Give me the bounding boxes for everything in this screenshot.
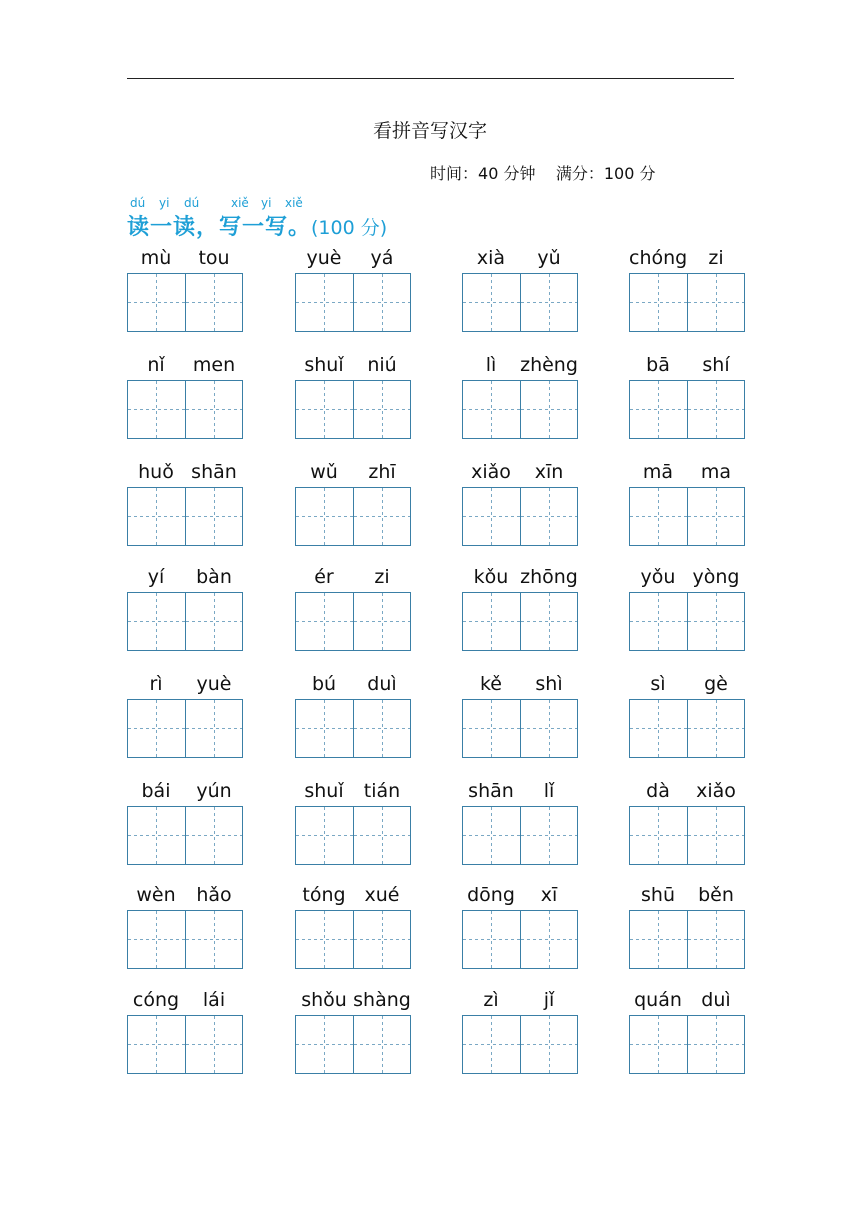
writing-boxes [629,380,745,438]
pinyin-syllable: wǔ [310,461,338,483]
tianzige-box[interactable] [127,910,186,969]
pinyin-syllable: bàn [196,566,232,588]
pinyin-item [462,780,578,864]
pinyin-syllable: huǒ [138,461,174,483]
pinyin-syllable: hǎo [196,884,232,906]
pinyin-syllable: quán [634,989,682,1011]
tianzige-box[interactable] [354,273,412,332]
tianzige-box[interactable] [629,487,688,546]
pinyin-syllable: yuè [306,247,342,269]
pinyin-syllable: shū [641,884,675,906]
writing-boxes [295,273,411,331]
tianzige-box[interactable] [629,380,688,439]
tianzige-box[interactable] [462,273,521,332]
tianzige-box[interactable] [629,1015,688,1074]
pinyin-item [462,566,578,650]
pinyin-label [462,884,578,910]
pinyin-label [462,673,578,699]
pinyin-label [295,673,411,699]
pinyin-syllable: cóng [132,989,180,1011]
pinyin-label [629,566,745,592]
tianzige-box[interactable] [127,487,186,546]
tianzige-box[interactable] [688,592,746,651]
writing-boxes [462,910,578,968]
tianzige-box[interactable] [462,910,521,969]
tianzige-box[interactable] [521,806,579,865]
tianzige-box[interactable] [354,699,412,758]
tianzige-box[interactable] [521,273,579,332]
tianzige-box[interactable] [354,910,412,969]
writing-boxes [127,910,243,968]
pinyin-syllable: xué [364,884,400,906]
pinyin-syllable: xiǎo [471,461,511,483]
pinyin-syllable: mā [642,461,674,483]
tianzige-box[interactable] [295,1015,354,1074]
pinyin-syllable: yí [147,566,165,588]
ruby-syllable: yi [159,196,170,210]
pinyin-item [629,461,745,545]
pinyin-label [462,461,578,487]
pinyin-item [295,780,411,864]
writing-boxes [295,487,411,545]
tianzige-box[interactable] [688,910,746,969]
pinyin-syllable: ér [314,566,334,588]
pinyin-label [295,780,411,806]
pinyin-label [462,566,578,592]
full-score-value: 100 分 [603,164,656,183]
pinyin-syllable: yún [196,780,232,802]
pinyin-syllable: zi [374,566,390,588]
ruby-syllable: dú [130,196,146,210]
tianzige-box[interactable] [295,380,354,439]
pinyin-label [295,354,411,380]
pinyin-item [295,247,411,331]
pinyin-syllable: shí [702,354,730,376]
tianzige-box[interactable] [521,1015,579,1074]
pinyin-label [127,673,243,699]
tianzige-box[interactable] [462,592,521,651]
pinyin-label [127,989,243,1015]
pinyin-label [127,247,243,273]
pinyin-label [295,989,411,1015]
pinyin-syllable: kě [479,673,502,695]
pinyin-item [295,461,411,545]
pinyin-label [127,461,243,487]
pinyin-syllable: lái [202,989,226,1011]
pinyin-syllable: yǒu [640,566,676,588]
pinyin-item [127,461,243,545]
tianzige-box[interactable] [462,806,521,865]
tianzige-box[interactable] [186,699,244,758]
tianzige-box[interactable] [688,699,746,758]
pinyin-syllable: men [192,354,236,376]
tianzige-box[interactable] [688,1015,746,1074]
pinyin-item [629,354,745,438]
ruby-syllable: yi [261,196,272,210]
pinyin-syllable: běn [698,884,734,906]
tianzige-box[interactable] [295,910,354,969]
writing-boxes [462,592,578,650]
tianzige-box[interactable] [688,806,746,865]
pinyin-syllable: xī [540,884,558,906]
pinyin-syllable: xiǎo [696,780,736,802]
tianzige-box[interactable] [462,699,521,758]
tianzige-box[interactable] [295,806,354,865]
pinyin-item [629,780,745,864]
pinyin-label [629,884,745,910]
pinyin-syllable: gè [704,673,728,695]
writing-boxes [462,1015,578,1073]
tianzige-box[interactable] [688,487,746,546]
tianzige-box[interactable] [521,487,579,546]
pinyin-label [295,884,411,910]
tianzige-box[interactable] [127,592,186,651]
pinyin-syllable: mù [140,247,172,269]
pinyin-item [127,884,243,968]
writing-boxes [629,487,745,545]
instruction-score: (100 分) [311,217,388,239]
pinyin-syllable: lǐ [543,780,555,802]
tianzige-box[interactable] [462,1015,521,1074]
pinyin-syllable: kǒu [473,566,509,588]
tianzige-box[interactable] [521,592,579,651]
pinyin-item [295,354,411,438]
writing-boxes [629,910,745,968]
pinyin-syllable: tián [363,780,401,802]
pinyin-syllable: yuè [196,673,232,695]
writing-boxes [462,806,578,864]
pinyin-item [629,247,745,331]
ruby-syllable: xiě [231,196,249,210]
pinyin-syllable: zhōng [520,566,578,588]
pinyin-item [295,989,411,1073]
pinyin-syllable: shàng [353,989,411,1011]
tianzige-box[interactable] [688,273,746,332]
tianzige-box[interactable] [186,1015,244,1074]
pinyin-item [462,354,578,438]
pinyin-label [629,673,745,699]
pinyin-label [295,461,411,487]
pinyin-label [629,780,745,806]
pinyin-syllable: xīn [534,461,564,483]
pinyin-syllable: shuǐ [304,780,344,802]
writing-boxes [127,592,243,650]
pinyin-label [127,884,243,910]
writing-boxes [295,592,411,650]
writing-boxes [629,1015,745,1073]
pinyin-syllable: ma [700,461,732,483]
full-score-label: 满分： [555,164,604,183]
pinyin-syllable: shǒu [301,989,347,1011]
pinyin-item [462,673,578,757]
time-value: 40 分钟 [478,164,536,183]
pinyin-syllable: zi [708,247,724,269]
pinyin-syllable: zhèng [520,354,578,376]
tianzige-box[interactable] [186,806,244,865]
tianzige-box[interactable] [295,699,354,758]
tianzige-box[interactable] [295,592,354,651]
writing-boxes [127,487,243,545]
pinyin-syllable: yǔ [537,247,561,269]
tianzige-box[interactable] [295,487,354,546]
pinyin-item [629,566,745,650]
tianzige-box[interactable] [462,380,521,439]
tianzige-box[interactable] [688,380,746,439]
writing-boxes [629,699,745,757]
pinyin-syllable: shì [535,673,563,695]
tianzige-box[interactable] [629,592,688,651]
tianzige-box[interactable] [629,910,688,969]
pinyin-syllable: niú [367,354,397,376]
pinyin-syllable: shān [468,780,514,802]
writing-boxes [462,699,578,757]
tianzige-box[interactable] [521,699,579,758]
pinyin-syllable: shān [191,461,237,483]
tianzige-box[interactable] [186,910,244,969]
pinyin-syllable: nǐ [147,354,165,376]
tianzige-box[interactable] [354,487,412,546]
pinyin-syllable: xià [476,247,506,269]
pinyin-syllable: zhī [368,461,396,483]
writing-boxes [127,699,243,757]
writing-boxes [127,1015,243,1073]
pinyin-item [127,989,243,1073]
pinyin-label [629,354,745,380]
pinyin-item [629,673,745,757]
pinyin-syllable: duì [701,989,731,1011]
pinyin-item [629,884,745,968]
pinyin-label [462,354,578,380]
pinyin-item [127,780,243,864]
writing-boxes [462,273,578,331]
writing-boxes [462,487,578,545]
pinyin-syllable: tou [198,247,230,269]
tianzige-box[interactable] [354,380,412,439]
writing-boxes [629,273,745,331]
tianzige-box[interactable] [462,487,521,546]
tianzige-box[interactable] [127,806,186,865]
pinyin-syllable: tóng [302,884,346,906]
tianzige-box[interactable] [127,1015,186,1074]
pinyin-syllable: bú [311,673,337,695]
tianzige-box[interactable] [629,699,688,758]
pinyin-syllable: sì [650,673,666,695]
pinyin-item [462,247,578,331]
pinyin-item [462,884,578,968]
tianzige-box[interactable] [629,806,688,865]
pinyin-label [127,566,243,592]
pinyin-syllable: shuǐ [304,354,344,376]
pinyin-item [462,989,578,1073]
tianzige-box[interactable] [629,273,688,332]
pinyin-syllable: wèn [136,884,176,906]
pinyin-syllable: zì [483,989,499,1011]
pinyin-item [462,461,578,545]
pinyin-label [629,461,745,487]
writing-boxes [295,910,411,968]
tianzige-box[interactable] [186,592,244,651]
pinyin-label [295,247,411,273]
writing-boxes [295,380,411,438]
tianzige-box[interactable] [295,273,354,332]
pinyin-label [462,247,578,273]
ruby-syllable: dú [184,196,200,210]
tianzige-box[interactable] [127,380,186,439]
writing-boxes [629,592,745,650]
tianzige-box[interactable] [354,1015,412,1074]
pinyin-syllable: yá [370,247,394,269]
tianzige-box[interactable] [186,487,244,546]
pinyin-label [629,989,745,1015]
pinyin-label [127,780,243,806]
pinyin-label [462,780,578,806]
pinyin-item [127,354,243,438]
tianzige-box[interactable] [521,910,579,969]
pinyin-item [295,566,411,650]
pinyin-syllable: rì [149,673,163,695]
page-title: 看拼音写汉字 [372,120,487,142]
writing-boxes [629,806,745,864]
tianzige-box[interactable] [127,699,186,758]
pinyin-syllable: jǐ [543,989,555,1011]
pinyin-item [127,673,243,757]
pinyin-syllable: dà [646,780,670,802]
writing-boxes [462,380,578,438]
top-rule [127,78,734,79]
pinyin-label [629,247,745,273]
tianzige-box[interactable] [354,806,412,865]
pinyin-syllable: bā [646,354,670,376]
pinyin-label [295,566,411,592]
pinyin-item [295,673,411,757]
time-label: 时间： [430,164,479,183]
writing-boxes [127,273,243,331]
pinyin-syllable: chóng [629,247,688,269]
pinyin-item [629,989,745,1073]
writing-boxes [127,806,243,864]
pinyin-item [295,884,411,968]
pinyin-syllable: duì [367,673,397,695]
writing-boxes [295,699,411,757]
pinyin-syllable: bái [141,780,171,802]
writing-boxes [127,380,243,438]
pinyin-item [127,247,243,331]
pinyin-item [127,566,243,650]
instruction-text: 读一读，写一写。 [127,215,312,240]
tianzige-box[interactable] [186,380,244,439]
tianzige-box[interactable] [521,380,579,439]
pinyin-syllable: dōng [467,884,515,906]
pinyin-label [127,354,243,380]
tianzige-box[interactable] [186,273,244,332]
writing-boxes [295,1015,411,1073]
pinyin-label [462,989,578,1015]
pinyin-syllable: lì [485,354,497,376]
writing-boxes [295,806,411,864]
tianzige-box[interactable] [127,273,186,332]
ruby-syllable: xiě [285,196,303,210]
exam-meta [430,161,655,184]
pinyin-syllable: yòng [692,566,740,588]
tianzige-box[interactable] [354,592,412,651]
